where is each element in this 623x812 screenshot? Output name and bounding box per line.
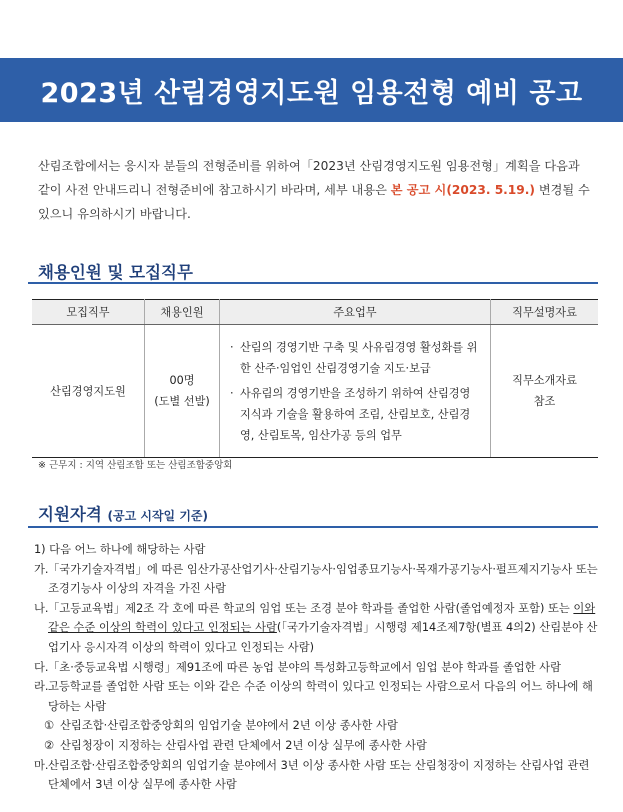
qual-item-ma: 마. 산림조합·산림조합중앙회의 임업기술 분야에서 3년 이상 종사한 사람 또는 산림청장이 지정하는 산림사업 관련 단체에서 3년 이상 실무에 종사한 사람 <box>34 758 590 792</box>
cell-job: 산림경영지도원 <box>32 325 145 458</box>
duty-text: 사유림의 경영기반을 조성하기 위하여 산림경영 지식과 기술을 활용하여 조림, 산림보호, 산림경영, 산림토목, 임산가공 등의 업무 <box>240 386 471 442</box>
count-note: (도별 선발) <box>154 395 210 408</box>
cell-duties <box>220 325 491 458</box>
qualification-list <box>34 540 598 795</box>
header-job: 모집직무 <box>32 300 145 325</box>
qual-subitem-1: ① 산림조합·산림조합중앙회의 임업기술 분야에서 2년 이상 종사한 사람 <box>44 719 398 733</box>
qual-subitem-2: ② 산림청장이 지정하는 산림사업 관련 단체에서 2년 이상 실무에 종사한 사람 <box>44 738 427 752</box>
section-divider-qualification <box>28 526 598 528</box>
qual-item-ga: 가. 「국가기술자격법」에 따른 임산가공산업기사·산림기능사·임업종묘기능사·목재가공기능사·펄프제지기능사 또는 조경기능사 이상의 자격을 가진 사람 <box>34 562 598 596</box>
count-value: 00명 <box>169 374 195 387</box>
material-link: 직무소개자료 <box>512 374 577 387</box>
qual-item-na: 나. 「고등교육법」제2조 각 호에 따른 학교의 임업 또는 조경 분야 학과를 졸업한 사람(졸업예정자 포함) 또는 이와 같은 수준 이상의 학력이 있다고 인정되는 사람(「국가기술자격법」시행령 제14조제7항(별표 4의2) 산림분야 산업기사 응시자격 이상의 학력이 있다고 인정되는 사람) <box>34 601 598 654</box>
qual-intro: 1) 다음 어느 하나에 해당하는 사람 <box>34 543 206 556</box>
duty-item: · 사유림의 경영기반을 조성하기 위하여 산림경영 지식과 기술을 활용하여 조림, 산림보호, 산림경영, 산림토목, 임산가공 등의 업무 <box>230 383 482 446</box>
header-material: 직무설명자료 <box>491 300 599 325</box>
header-count: 채용인원 <box>145 300 220 325</box>
qualification-title: 지원자격 <box>38 505 102 524</box>
page-title: 2023년 산림경영지도원 임용전형 예비 공고 <box>0 58 623 122</box>
section-title-qualification <box>38 501 208 525</box>
cell-material <box>491 325 599 458</box>
table-row <box>32 325 598 458</box>
section-title-recruit: 채용인원 및 모집직무 <box>38 263 193 282</box>
table-header-row <box>32 300 598 325</box>
qual-item-ra: 라. 고등학교를 졸업한 사람 또는 이와 같은 수준 이상의 학력이 있다고 인정되는 사람으로서 다음의 어느 하나에 해당하는 사람 <box>34 680 593 713</box>
qualification-subtitle: (공고 시작일 기준) <box>107 509 208 523</box>
cell-count <box>145 325 220 458</box>
intro-text-2: 변경될 수 있으니 유의하시기 바랍니다. <box>38 183 590 221</box>
section-divider-recruit <box>28 282 598 284</box>
material-ref: 참조 <box>533 395 556 408</box>
recruit-table <box>32 299 598 458</box>
intro-text-1: 산림조합에서는 응시자 분들의 전형준비를 위하여「2023년 산림경영지도원 임용전형」계획을 다음과 같이 사전 안내드리니 전형준비에 참고하시기 바라며, 세부 내용은 <box>38 159 580 197</box>
workplace-note: ※ 근무지 : 지역 산림조합 또는 산림조합중앙회 <box>38 460 233 471</box>
intro-paragraph <box>38 154 593 226</box>
duty-item: · 산림의 경영기반 구축 및 사유림경영 활성화를 위한 산주·임업인 산림경영기술 지도·보급 <box>230 337 482 379</box>
intro-highlight-date: 본 공고 시(2023. 5.19.) <box>390 183 535 197</box>
header-duties: 주요업무 <box>220 300 491 325</box>
qual-item-da: 다. 「초·중등교육법 시행령」제91조에 따른 농업 분야의 특성화고등학교에서 임업 분야 학과를 졸업한 사람 <box>34 660 561 674</box>
duty-text: 산림의 경영기반 구축 및 사유림경영 활성화를 위한 산주·임업인 산림경영기술 지도·보급 <box>240 340 478 375</box>
